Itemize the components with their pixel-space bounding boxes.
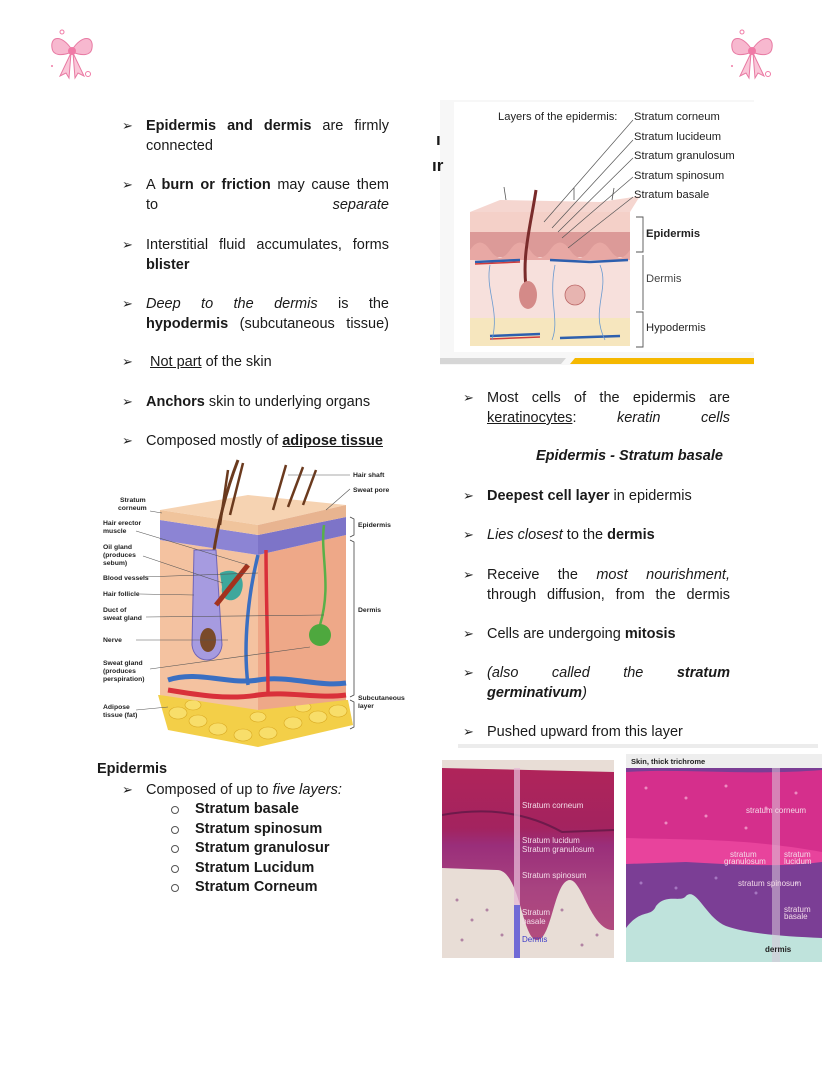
svg-text:tissue (fat): tissue (fat) bbox=[103, 712, 138, 719]
text-run: dermis bbox=[607, 527, 655, 543]
svg-text:Stratum spinosum: Stratum spinosum bbox=[522, 871, 587, 880]
svg-text:stratum: stratum bbox=[784, 905, 811, 914]
arrow-bullet-icon: ➢ bbox=[463, 527, 474, 542]
bullet-item bbox=[122, 431, 396, 451]
arrow-bullet-icon: ➢ bbox=[122, 433, 133, 448]
text-run: Deep to the dermis bbox=[146, 296, 318, 312]
bullet-item bbox=[122, 352, 393, 372]
svg-text:Stratum spinosum: Stratum spinosum bbox=[634, 170, 725, 182]
svg-text:Hypodermis: Hypodermis bbox=[646, 322, 706, 334]
svg-text:corneum: corneum bbox=[118, 505, 147, 512]
arrow-bullet-icon: ➢ bbox=[122, 296, 133, 311]
layer-item: Stratum granulosur bbox=[195, 839, 330, 859]
text-run: stratum germinativum bbox=[487, 665, 730, 701]
text-run: to the bbox=[562, 527, 608, 543]
svg-text:lucidum: lucidum bbox=[784, 857, 812, 866]
text-run: burn or friction bbox=[161, 177, 271, 193]
arrow-bullet-icon: ➢ bbox=[463, 724, 474, 739]
divider-strip bbox=[458, 744, 818, 748]
bullet-item bbox=[122, 294, 389, 334]
text-run: are firmly connected bbox=[146, 118, 389, 154]
text-run: hypodermis bbox=[146, 316, 229, 332]
svg-text:Stratum granulosum: Stratum granulosum bbox=[522, 845, 595, 854]
text-run: blister bbox=[146, 257, 190, 273]
text-run: is the bbox=[317, 296, 389, 312]
epidermis-layers-figure bbox=[432, 100, 754, 365]
svg-text:perspiration): perspiration) bbox=[103, 676, 145, 683]
layer-item: Stratum basale bbox=[195, 800, 330, 820]
svg-text:stratum corneum: stratum corneum bbox=[746, 806, 807, 815]
arrow-bullet-icon: ➢ bbox=[122, 354, 133, 369]
arrow-bullet-icon: ➢ bbox=[122, 177, 133, 192]
svg-text:sweat gland: sweat gland bbox=[103, 615, 142, 622]
svg-text:Stratum granulosum: Stratum granulosum bbox=[634, 150, 735, 162]
text-run: Epidermis and dermis bbox=[146, 118, 312, 134]
text-run: Receive the bbox=[487, 567, 597, 583]
svg-text:Stratum: Stratum bbox=[120, 497, 146, 504]
bullet-item bbox=[463, 388, 730, 428]
svg-text:Stratum lucideum: Stratum lucideum bbox=[634, 131, 722, 143]
arrow-bullet-icon: ➢ bbox=[463, 567, 474, 582]
svg-text:muscle: muscle bbox=[103, 528, 127, 535]
epidermis-layer-list bbox=[195, 800, 330, 898]
bullet-item bbox=[122, 235, 389, 275]
layer-item: Stratum Corneum bbox=[195, 878, 330, 898]
text-run: : bbox=[572, 410, 617, 426]
text-run: Interstitial fluid accumulates, forms bbox=[146, 237, 389, 253]
bullet-item bbox=[463, 722, 730, 742]
bullet-item bbox=[463, 525, 730, 545]
cut-off-heading-fragment: ı bbox=[436, 130, 441, 149]
svg-text:Epidermis: Epidermis bbox=[646, 228, 701, 240]
arrow-bullet-icon: ➢ bbox=[463, 390, 474, 405]
text-run: of the skin bbox=[201, 354, 272, 370]
text-run: most nourishment, bbox=[596, 567, 730, 583]
epidermis-section-title: Epidermis bbox=[97, 761, 168, 777]
svg-text:Dermis: Dermis bbox=[646, 273, 682, 285]
layers-header: Layers of the epidermis: bbox=[498, 111, 618, 123]
svg-text:Hair follicle: Hair follicle bbox=[103, 591, 140, 598]
bullet-item bbox=[463, 565, 730, 605]
svg-text:basale: basale bbox=[522, 917, 546, 926]
text-run: mitosis bbox=[624, 626, 676, 642]
svg-text:Stratum lucidum: Stratum lucidum bbox=[522, 836, 580, 845]
svg-text:Blood vessels: Blood vessels bbox=[103, 575, 149, 582]
arrow-bullet-icon: ➢ bbox=[463, 626, 474, 641]
text-run: adipose tissue bbox=[282, 433, 383, 449]
bullet-item bbox=[463, 624, 730, 644]
svg-text:(produces: (produces bbox=[103, 552, 136, 559]
svg-text:layer: layer bbox=[358, 703, 374, 710]
bullet-item bbox=[463, 486, 730, 506]
svg-text:dermis: dermis bbox=[765, 945, 792, 954]
svg-text:Adipose: Adipose bbox=[103, 704, 130, 711]
svg-text:Epidermis: Epidermis bbox=[358, 522, 391, 529]
circle-bullet-icon bbox=[171, 826, 179, 834]
text-run: Cells are undergoing bbox=[487, 626, 625, 642]
text-run: Composed mostly of bbox=[146, 433, 283, 449]
text-run: separate bbox=[332, 197, 389, 213]
svg-text:Stratum corneum: Stratum corneum bbox=[522, 801, 584, 810]
micrograph-left bbox=[442, 760, 614, 958]
text-run: (subcutaneous tissue) bbox=[228, 316, 389, 332]
circle-bullet-icon bbox=[171, 845, 179, 853]
text-run: Not part bbox=[150, 354, 202, 370]
svg-text:Duct of: Duct of bbox=[103, 607, 127, 614]
svg-text:Dermis: Dermis bbox=[522, 935, 548, 944]
text-run: (also called the bbox=[487, 665, 677, 681]
svg-text:stratum: stratum bbox=[730, 850, 757, 859]
text-run: keratinocytes bbox=[487, 410, 573, 426]
bullet-item bbox=[122, 116, 389, 156]
section-heading-stratum-basale: Epidermis - Stratum basale bbox=[536, 448, 723, 464]
text-run: keratin cells bbox=[616, 410, 730, 426]
svg-text:Hair erector: Hair erector bbox=[103, 520, 142, 527]
text-run: Most cells of the epidermis are bbox=[487, 390, 730, 406]
arrow-bullet-icon: ➢ bbox=[122, 394, 133, 409]
svg-text:Nerve: Nerve bbox=[103, 637, 122, 644]
layer-item: Stratum spinosum bbox=[195, 820, 330, 840]
layer-item: Stratum Lucidum bbox=[195, 859, 330, 879]
bullet-item bbox=[122, 175, 389, 215]
arrow-bullet-icon: ➢ bbox=[463, 488, 474, 503]
svg-text:stratum: stratum bbox=[784, 850, 811, 859]
svg-text:basale: basale bbox=[784, 912, 808, 921]
circle-bullet-icon bbox=[171, 806, 179, 814]
pink-bow-icon-left bbox=[44, 26, 100, 84]
text-run: Deepest cell layer bbox=[487, 488, 610, 504]
epidermis-intro bbox=[122, 780, 342, 800]
svg-text:Subcutaneous: Subcutaneous bbox=[358, 695, 405, 702]
text-run: may cause them to bbox=[146, 177, 389, 213]
svg-text:Stratum basale: Stratum basale bbox=[634, 189, 710, 201]
circle-bullet-icon bbox=[171, 865, 179, 873]
svg-text:Stratum corneum: Stratum corneum bbox=[634, 111, 720, 123]
micrograph-right bbox=[626, 754, 822, 962]
svg-text:Dermis: Dermis bbox=[358, 607, 382, 614]
svg-text:sebum): sebum) bbox=[103, 560, 128, 567]
svg-text:Hair shaft: Hair shaft bbox=[353, 472, 385, 479]
micrograph-title: Skin, thick trichrome bbox=[631, 757, 706, 766]
cut-off-heading-fragment: ır bbox=[432, 156, 444, 175]
pink-bow-icon-right bbox=[724, 26, 780, 84]
svg-text:stratum spinosum: stratum spinosum bbox=[738, 879, 802, 888]
text-run: Anchors bbox=[146, 394, 205, 410]
svg-text:Oil gland: Oil gland bbox=[103, 544, 133, 551]
bullet-item bbox=[122, 392, 389, 412]
skin-cross-section-diagram bbox=[98, 455, 414, 750]
arrow-bullet-icon: ➢ bbox=[122, 782, 133, 797]
text-run: Lies closest bbox=[487, 527, 563, 543]
svg-text:(produces: (produces bbox=[103, 668, 136, 675]
bullet-item bbox=[463, 663, 730, 703]
intro-text: Composed of up to bbox=[146, 782, 273, 798]
arrow-bullet-icon: ➢ bbox=[463, 665, 474, 680]
text-run: through diffusion, from the dermis bbox=[487, 587, 730, 603]
svg-text:Stratum: Stratum bbox=[522, 908, 551, 917]
svg-text:granulosum: granulosum bbox=[724, 857, 766, 866]
text-run: in epidermis bbox=[609, 488, 692, 504]
intro-italic-text: five layers: bbox=[272, 782, 342, 798]
arrow-bullet-icon: ➢ bbox=[122, 237, 133, 252]
svg-text:Sweat pore: Sweat pore bbox=[353, 487, 390, 494]
text-run: A bbox=[146, 177, 162, 193]
arrow-bullet-icon: ➢ bbox=[122, 118, 133, 133]
circle-bullet-icon bbox=[171, 884, 179, 892]
text-run: skin to underlying organs bbox=[204, 394, 371, 410]
text-run: ) bbox=[582, 685, 587, 701]
text-run: Pushed upward from this layer bbox=[487, 724, 683, 740]
svg-text:Sweat gland: Sweat gland bbox=[103, 660, 143, 667]
